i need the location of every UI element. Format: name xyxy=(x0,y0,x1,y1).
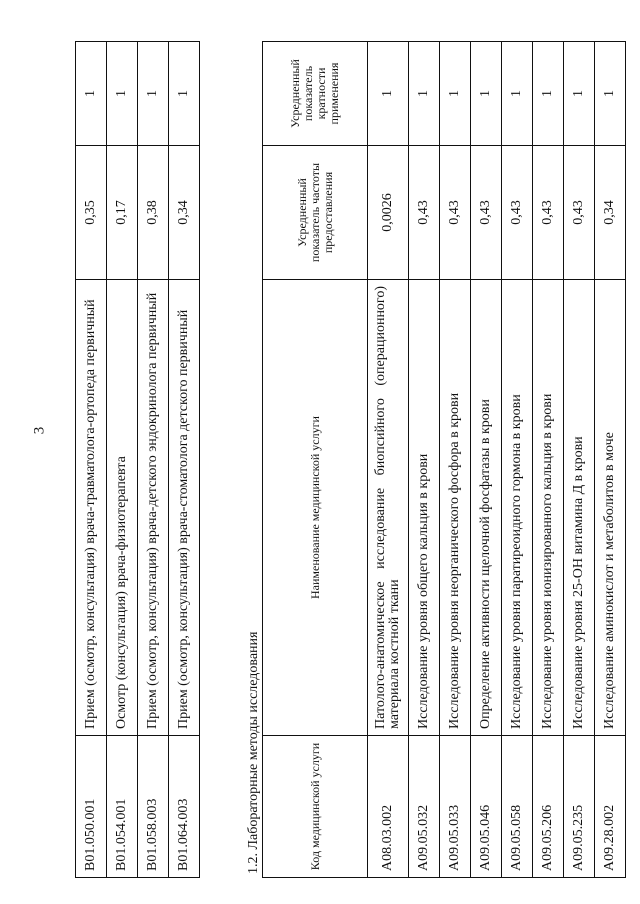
multiplicity-value: 1 xyxy=(533,42,564,146)
service-name: Прием (осмотр, консультация) врача-детского эндокринолога первичный xyxy=(138,280,169,736)
service-name: Исследование аминокислот и метаболитов в моче xyxy=(595,280,626,736)
multiplicity-value: 1 xyxy=(368,42,409,146)
service-name: Осмотр (консультация) врача-физиотерапевта xyxy=(107,280,138,736)
service-code: A09.05.033 xyxy=(440,736,471,878)
frequency-value: 0,0026 xyxy=(368,146,409,280)
service-code: A09.05.235 xyxy=(564,736,595,878)
table-row xyxy=(409,42,440,878)
table-row xyxy=(533,42,564,878)
multiplicity-value: 1 xyxy=(138,42,169,146)
rotated-page-content xyxy=(50,38,640,878)
table-row xyxy=(502,42,533,878)
service-name: Исследование уровня неорганического фосфора в крови xyxy=(440,280,471,736)
multiplicity-value: 1 xyxy=(440,42,471,146)
table-row xyxy=(169,42,200,878)
service-name: Патолого-анатомическое исследование биопсийного (операционного) материала костной ткани xyxy=(368,280,409,736)
services-table-consultations xyxy=(75,41,200,878)
multiplicity-value: 1 xyxy=(564,42,595,146)
service-name: Исследование уровня ионизированного кальция в крови xyxy=(533,280,564,736)
table-row xyxy=(440,42,471,878)
service-code: A09.28.002 xyxy=(595,736,626,878)
service-name: Исследование уровня общего кальция в крови xyxy=(409,280,440,736)
table-row xyxy=(595,42,626,878)
header-code: Код медицинской услуги xyxy=(263,736,368,878)
table-row xyxy=(471,42,502,878)
service-name: Исследование уровня 25-ОН витамина Д в крови xyxy=(564,280,595,736)
service-code: B01.064.003 xyxy=(169,736,200,878)
service-code: B01.054.001 xyxy=(107,736,138,878)
frequency-value: 0,35 xyxy=(76,146,107,280)
multiplicity-value: 1 xyxy=(107,42,138,146)
multiplicity-value: 1 xyxy=(471,42,502,146)
services-table-lab-methods xyxy=(262,41,626,878)
page-number: 3 xyxy=(31,426,48,435)
multiplicity-value: 1 xyxy=(502,42,533,146)
frequency-value: 0,43 xyxy=(440,146,471,280)
service-name: Определение активности щелочной фосфатазы в крови xyxy=(471,280,502,736)
frequency-value: 0,43 xyxy=(533,146,564,280)
table-row xyxy=(564,42,595,878)
header-name: Наименование медицинской услуги xyxy=(263,280,368,736)
table-row xyxy=(107,42,138,878)
service-code: A09.05.206 xyxy=(533,736,564,878)
section-title: 1.2. Лабораторные методы исследования xyxy=(246,631,261,874)
service-code: A09.05.058 xyxy=(502,736,533,878)
frequency-value: 0,43 xyxy=(471,146,502,280)
header-multiplicity: Усредненный показатель кратности применения xyxy=(263,42,368,146)
service-name: Исследование уровня паратиреоидного гормона в крови xyxy=(502,280,533,736)
frequency-value: 0,38 xyxy=(138,146,169,280)
frequency-value: 0,43 xyxy=(564,146,595,280)
multiplicity-value: 1 xyxy=(409,42,440,146)
service-code: A09.05.046 xyxy=(471,736,502,878)
service-code: A09.05.032 xyxy=(409,736,440,878)
service-name: Прием (осмотр, консультация) врача-травматолога-ортопеда первичный xyxy=(76,280,107,736)
table-row xyxy=(368,42,409,878)
multiplicity-value: 1 xyxy=(595,42,626,146)
multiplicity-value: 1 xyxy=(76,42,107,146)
service-code: B01.050.001 xyxy=(76,736,107,878)
frequency-value: 0,34 xyxy=(169,146,200,280)
multiplicity-value: 1 xyxy=(169,42,200,146)
frequency-value: 0,17 xyxy=(107,146,138,280)
service-code: B01.058.003 xyxy=(138,736,169,878)
header-frequency: Усредненный показатель частоты предоставления xyxy=(263,146,368,280)
frequency-value: 0,34 xyxy=(595,146,626,280)
table-header-row xyxy=(263,42,368,878)
service-name: Прием (осмотр, консультация) врача-стоматолога детского первичный xyxy=(169,280,200,736)
table-row xyxy=(138,42,169,878)
service-code: A08.03.002 xyxy=(368,736,409,878)
frequency-value: 0,43 xyxy=(409,146,440,280)
frequency-value: 0,43 xyxy=(502,146,533,280)
table-row xyxy=(76,42,107,878)
